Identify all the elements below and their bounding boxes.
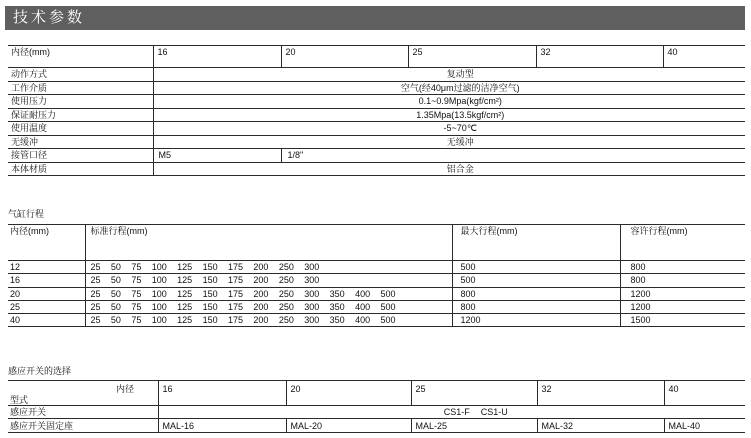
allowable-stroke-value: 1500	[620, 314, 745, 327]
stroke-value: 75	[131, 275, 142, 286]
stroke-value: 200	[253, 315, 269, 326]
switch-model: CS1-U	[480, 407, 508, 417]
spec-label: 使用压力	[11, 96, 48, 107]
stroke-value: 500	[380, 288, 396, 299]
max-stroke-value: 500	[452, 261, 620, 274]
stroke-value: 350	[329, 315, 345, 326]
table-row	[8, 261, 745, 274]
table-row	[8, 274, 745, 287]
spec-value: 1.35Mpa(13.5kgf/cm²)	[153, 108, 745, 122]
stroke-value: 150	[202, 288, 218, 299]
stroke-value: 250	[278, 302, 294, 313]
stroke-value: 100	[151, 288, 167, 299]
spec-value: 复动型	[153, 68, 745, 82]
stroke-value: 150	[202, 262, 218, 273]
standard-stroke-list	[91, 302, 452, 312]
switch-section-title: 感应开关的选择	[8, 366, 72, 376]
mount-value: MAL-16	[158, 419, 286, 433]
stroke-value: 25	[90, 288, 101, 299]
stroke-value: 25	[90, 315, 101, 326]
switch-row	[8, 406, 745, 419]
stroke-value: 250	[278, 288, 294, 299]
stroke-value: 175	[227, 275, 244, 286]
standard-stroke-cell	[85, 314, 452, 327]
table-row	[8, 300, 745, 313]
mount-value: MAL-25	[411, 419, 537, 433]
corner-type-label: 型式	[10, 395, 29, 405]
spec-value: 空气(经40μm过滤的洁净空气)	[153, 81, 745, 95]
standard-stroke-list	[91, 275, 452, 285]
max-stroke-value: 800	[452, 287, 620, 300]
spec-value: 铝合金	[153, 162, 745, 176]
switch-header-row	[8, 381, 745, 406]
bore-32: 32	[537, 381, 664, 406]
corner-bore-label: 内径	[116, 384, 135, 394]
spec-row-action-type	[8, 68, 745, 82]
spec-row-cushion	[8, 135, 745, 149]
allowable-stroke-value: 1200	[620, 287, 745, 300]
stroke-value: 350	[329, 302, 345, 313]
section-title: 技术参数	[13, 9, 86, 26]
spec-table	[8, 45, 745, 176]
spec-row-material	[8, 162, 745, 176]
standard-stroke-cell	[85, 274, 452, 287]
stroke-value: 250	[278, 262, 294, 273]
bore-40: 40	[663, 46, 745, 68]
allowable-stroke-value: 800	[620, 261, 745, 274]
standard-stroke-header: 标准行程(mm)	[85, 225, 452, 261]
bore-label: 内径(mm)	[11, 47, 50, 57]
standard-stroke-list	[91, 289, 452, 299]
stroke-value: 200	[253, 302, 269, 313]
max-stroke-header: 最大行程(mm)	[452, 225, 620, 261]
spec-row-temperature	[8, 122, 745, 136]
switch-model: CS1-F	[443, 407, 470, 417]
stroke-value: 75	[131, 262, 142, 273]
bore-25: 25	[408, 46, 536, 68]
allowable-stroke-value: 1200	[620, 300, 745, 313]
stroke-value: 150	[202, 315, 218, 326]
max-stroke-value: 500	[452, 274, 620, 287]
table-row	[8, 287, 745, 300]
stroke-value: 100	[151, 262, 167, 273]
stroke-value: 75	[131, 288, 142, 299]
stroke-value: 175	[227, 315, 244, 326]
bore-16: 16	[158, 381, 286, 406]
stroke-value: 200	[253, 262, 269, 273]
stroke-value: 300	[304, 302, 320, 313]
stroke-value: 400	[355, 302, 371, 313]
port-size-large: 1/8"	[281, 149, 745, 163]
stroke-value: 50	[110, 262, 121, 273]
spec-row-pressure	[8, 95, 745, 109]
stroke-value: 75	[131, 315, 142, 326]
stroke-value: 175	[227, 262, 244, 273]
spec-label: 接管口径	[11, 150, 48, 161]
bore-20: 20	[286, 381, 411, 406]
mount-value: MAL-32	[537, 419, 664, 433]
table-row	[8, 314, 745, 327]
standard-stroke-cell	[85, 261, 452, 274]
stroke-value: 100	[151, 315, 167, 326]
allowable-stroke-header: 容许行程(mm)	[620, 225, 745, 261]
stroke-value: 300	[304, 262, 320, 273]
stroke-value: 500	[380, 315, 396, 326]
stroke-value: 50	[110, 302, 121, 313]
switch-models	[158, 406, 745, 419]
stroke-value: 150	[202, 275, 218, 286]
spec-label: 保证耐压力	[11, 109, 57, 120]
stroke-value: 125	[177, 262, 193, 273]
stroke-value: 250	[278, 315, 294, 326]
mount-value: MAL-40	[664, 419, 745, 433]
bore-40: 40	[664, 381, 745, 406]
bore-value: 25	[10, 302, 21, 313]
stroke-value: 200	[253, 275, 269, 286]
stroke-value: 50	[110, 288, 121, 299]
standard-stroke-cell	[85, 300, 452, 313]
max-stroke-value: 800	[452, 300, 620, 313]
bore-32: 32	[536, 46, 663, 68]
switch-corner-cell	[8, 381, 158, 406]
mount-value: MAL-20	[286, 419, 411, 433]
standard-stroke-cell	[85, 287, 452, 300]
stroke-value: 25	[90, 302, 101, 313]
spec-label: 动作方式	[11, 69, 48, 80]
stroke-value: 175	[227, 302, 244, 313]
switch-table	[8, 380, 745, 433]
stroke-value: 125	[177, 302, 193, 313]
stroke-value: 125	[177, 288, 193, 299]
spec-row-medium	[8, 81, 745, 95]
stroke-value: 300	[304, 288, 320, 299]
mount-label: 感应开关固定座	[10, 420, 74, 431]
stroke-value: 175	[227, 288, 244, 299]
spec-label: 使用温度	[11, 123, 48, 134]
spec-value: 无缓冲	[153, 135, 745, 149]
spec-value: 0.1~0.9Mpa(kgf/cm²)	[153, 95, 745, 109]
bore-header: 内径(mm)	[10, 226, 49, 236]
bore-25: 25	[411, 381, 537, 406]
switch-label: 感应开关	[10, 407, 47, 417]
port-size-small: M5	[153, 149, 281, 163]
stroke-value: 500	[380, 302, 396, 313]
stroke-value: 50	[110, 315, 121, 326]
standard-stroke-list	[91, 315, 452, 325]
stroke-value: 300	[304, 315, 320, 326]
max-stroke-value: 1200	[452, 314, 620, 327]
stroke-value: 300	[304, 275, 320, 286]
stroke-value: 400	[355, 315, 371, 326]
allowable-stroke-value: 800	[620, 274, 745, 287]
stroke-value: 75	[131, 302, 142, 313]
stroke-table	[8, 224, 745, 327]
spec-row-proof-pressure	[8, 108, 745, 122]
stroke-value: 100	[151, 302, 167, 313]
standard-stroke-list	[91, 262, 452, 272]
stroke-value: 25	[90, 275, 101, 286]
bore-16: 16	[153, 46, 281, 68]
bore-value: 40	[10, 315, 21, 326]
stroke-header-row	[8, 225, 745, 261]
stroke-section-title: 气缸行程	[8, 209, 45, 219]
spec-header-row	[8, 46, 745, 68]
switch-mount-row	[8, 419, 745, 433]
stroke-value: 100	[151, 275, 167, 286]
spec-row-port-size	[8, 149, 745, 163]
stroke-value: 200	[253, 288, 269, 299]
spec-label: 本体材质	[11, 163, 48, 174]
bore-value: 12	[10, 262, 21, 273]
section-header-bar	[5, 6, 745, 30]
stroke-value: 250	[278, 275, 294, 286]
stroke-value: 400	[355, 288, 371, 299]
bore-20: 20	[281, 46, 408, 68]
bore-value: 20	[10, 288, 21, 299]
stroke-value: 350	[329, 288, 345, 299]
stroke-value: 125	[177, 315, 193, 326]
bore-value: 16	[10, 275, 21, 286]
spec-label: 无缓冲	[11, 136, 39, 147]
stroke-value: 150	[202, 302, 218, 313]
stroke-value: 125	[177, 275, 193, 286]
stroke-value: 25	[90, 262, 101, 273]
spec-label: 工作介质	[11, 82, 48, 93]
stroke-value: 50	[110, 275, 121, 286]
spec-value: -5~70℃	[153, 122, 745, 136]
